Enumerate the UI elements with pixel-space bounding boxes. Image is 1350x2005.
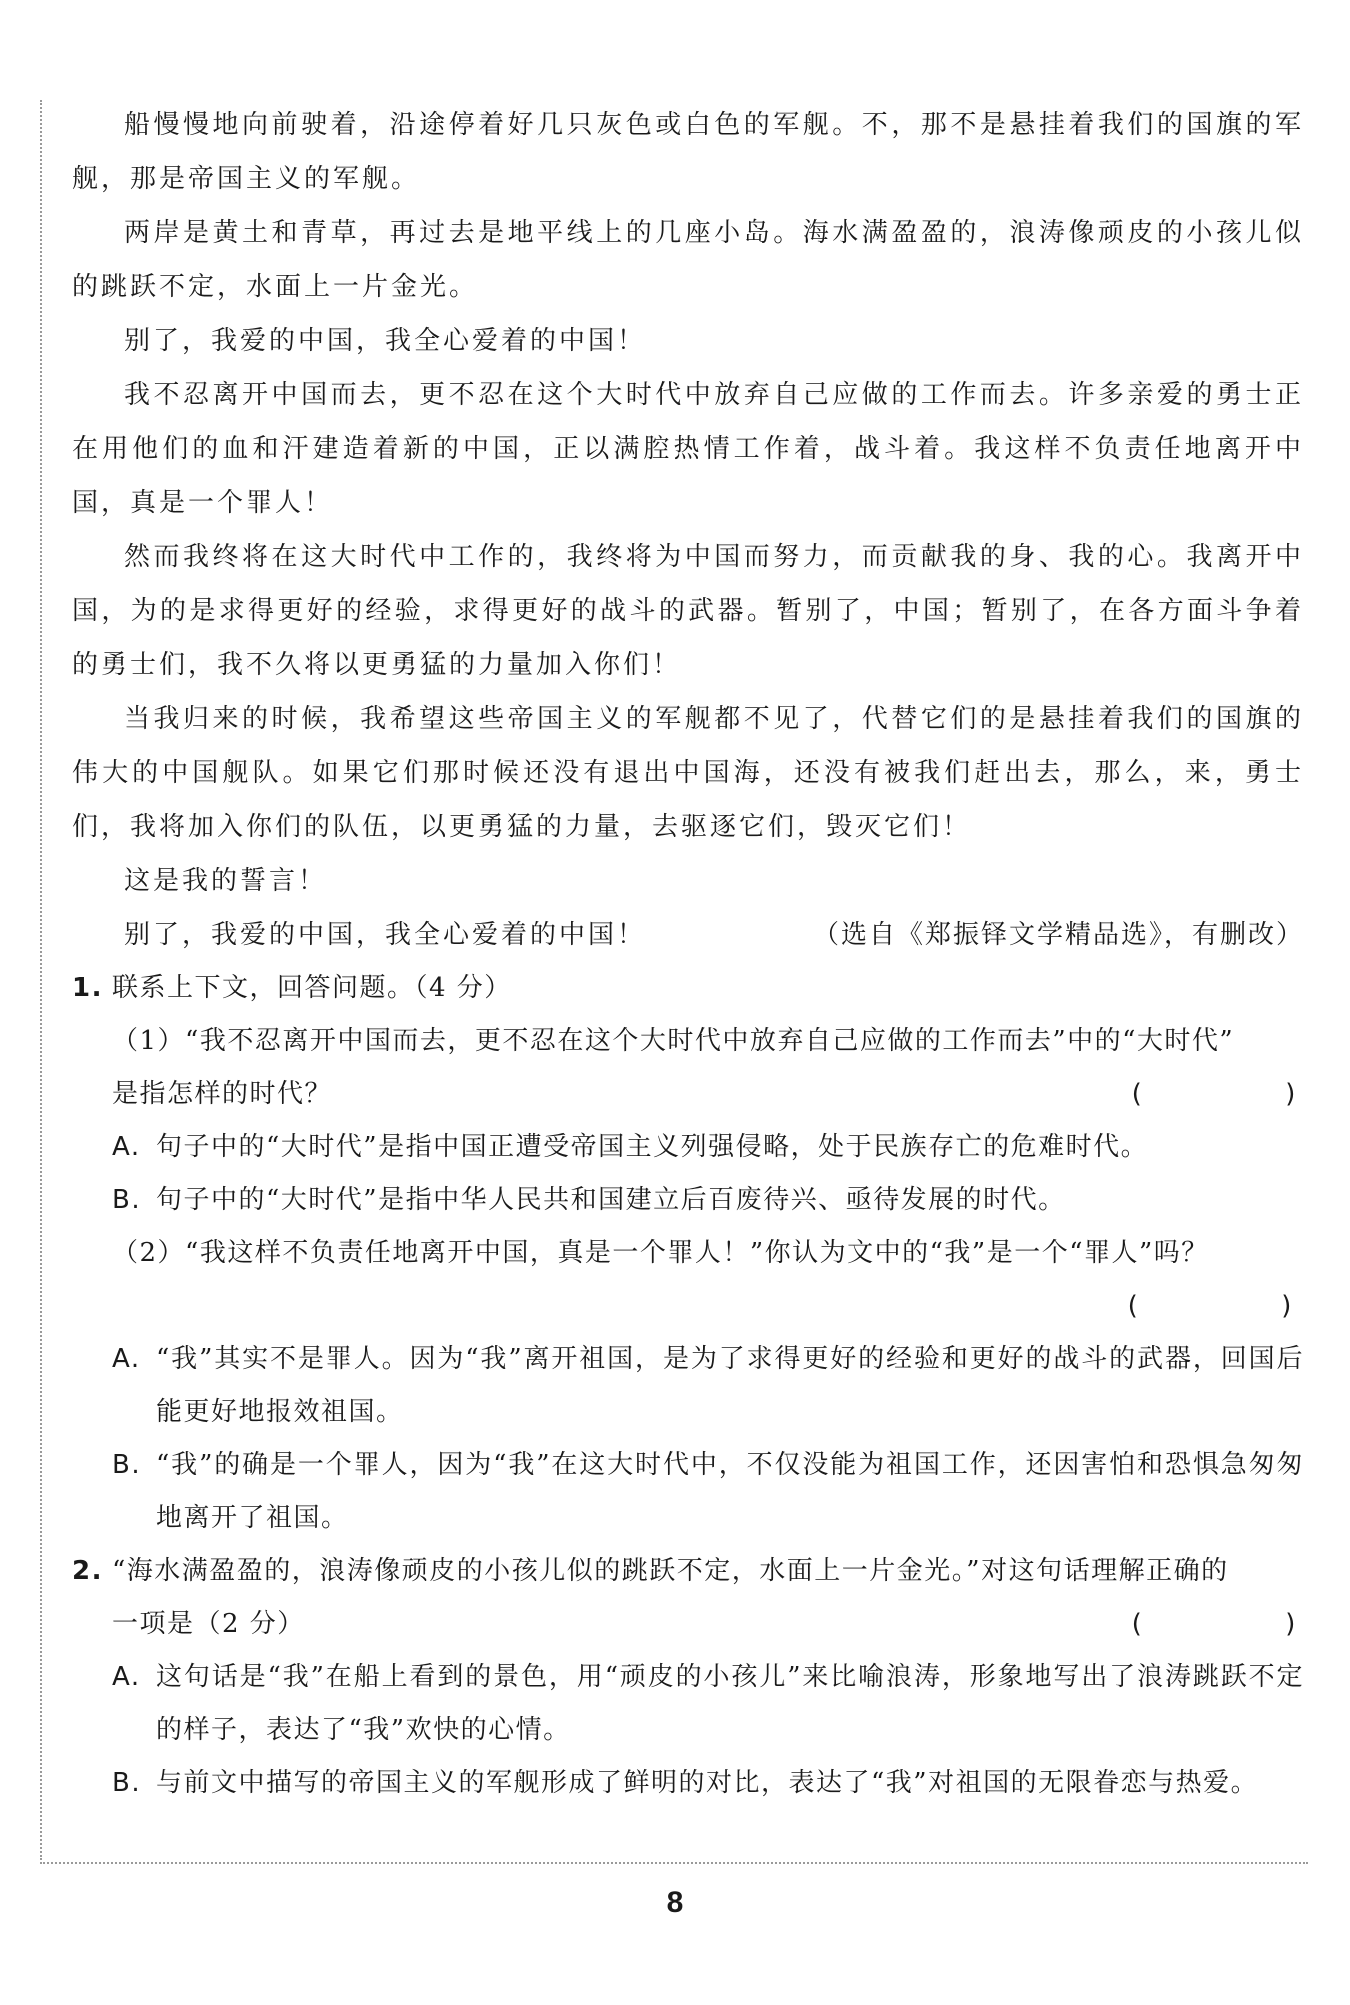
option-letter: B. xyxy=(112,1768,142,1798)
question-1-stem: 联系上下文，回答问题。（4 分） xyxy=(112,973,512,1003)
question-2-stem-end: 一项是（2 分） xyxy=(112,1609,305,1639)
question-1-1-answer-bracket[interactable]: ( ) xyxy=(1128,1079,1300,1109)
question-1-2-answer-bracket[interactable]: ( ) xyxy=(1124,1291,1296,1321)
bottom-margin-rule xyxy=(40,1862,1308,1864)
question-1-2-option-b[interactable] xyxy=(112,1439,1304,1545)
question-2-header xyxy=(72,1545,1304,1598)
option-text: “我”的确是一个罪人，因为“我”在这大时代中，不仅没能为祖国工作，还因害怕和恐惧急匆匆地离开了祖国。 xyxy=(156,1450,1304,1533)
page-number: 8 xyxy=(666,1886,684,1919)
passage-paragraph-4: 我不忍离开中国而去，更不忍在这个大时代中放弃自己应做的工作而去。许多亲爱的勇士正在用他们的血和汗建造着新的中国，正以满腔热情工作着，战斗着。我这样不负责任地离开中国，真是一个罪人！ xyxy=(72,380,1304,518)
question-1-2-option-a[interactable] xyxy=(112,1333,1304,1439)
question-2-option-a[interactable] xyxy=(112,1651,1304,1757)
question-1-sub-2 xyxy=(112,1227,1304,1333)
question-2 xyxy=(72,1545,1304,1810)
option-text: 与前文中描写的帝国主义的军舰形成了鲜明的对比，表达了“我”对祖国的无限眷恋与热爱。 xyxy=(156,1768,1259,1798)
question-2-stem: “海水满盈盈的，浪涛像顽皮的小孩儿似的跳跃不定，水面上一片金光。”对这句话理解正确的 xyxy=(112,1556,1229,1586)
option-letter: A. xyxy=(112,1662,141,1692)
question-1-sub-1 xyxy=(112,1015,1304,1121)
passage-paragraph-8: 别了，我爱的中国，我全心爱着的中国！ xyxy=(124,920,647,950)
passage-paragraph-3: 别了，我爱的中国，我全心爱着的中国！ xyxy=(124,326,647,356)
question-1 xyxy=(72,962,1304,1545)
passage-paragraph-6: 当我归来的时候，我希望这些帝国主义的军舰都不见了，代替它们的是悬挂着我们的国旗的伟大的中国舰队。如果它们那时候还没有退出中国海，还没有被我们赶出去，那么，来，勇士们，我将加入你们的队伍，以更勇猛的力量，去驱逐它们，毁灭它们！ xyxy=(72,704,1304,842)
passage-paragraph-2: 两岸是黄土和青草，再过去是地平线上的几座小岛。海水满盈盈的，浪涛像顽皮的小孩儿似的跳跃不定，水面上一片金光。 xyxy=(72,218,1304,302)
question-1-1-option-b[interactable] xyxy=(112,1174,1304,1227)
page-content xyxy=(72,98,1304,1810)
question-1-2-stem: （2）“我这样不负责任地离开中国，真是一个罪人！”你认为文中的“我”是一个“罪人”吗？ xyxy=(112,1238,1209,1268)
question-2-stem-end-row xyxy=(112,1598,1304,1651)
option-letter: A. xyxy=(112,1344,141,1374)
question-1-1-stem-end: 是指怎样的时代？ xyxy=(112,1079,333,1109)
option-letter: A. xyxy=(112,1132,141,1162)
question-2-answer-bracket[interactable]: ( ) xyxy=(1128,1609,1300,1639)
reading-passage xyxy=(72,98,1304,962)
question-1-2-answer-bracket-row xyxy=(112,1280,1300,1333)
passage-paragraph-8-row xyxy=(72,908,1304,962)
question-2-number: 2. xyxy=(72,1556,103,1586)
option-text: 这句话是“我”在船上看到的景色，用“顽皮的小孩儿”来比喻浪涛，形象地写出了浪涛跳跃不定的样子，表达了“我”欢快的心情。 xyxy=(156,1662,1304,1745)
option-text: 句子中的“大时代”是指中华人民共和国建立后百废待兴、亟待发展的时代。 xyxy=(156,1185,1066,1215)
passage-paragraph-5: 然而我终将在这大时代中工作的，我终将为中国而努力，而贡献我的身、我的心。我离开中国，为的是求得更好的经验，求得更好的战斗的武器。暂别了，中国；暂别了，在各方面斗争着的勇士们，我不久将以更勇猛的力量加入你们！ xyxy=(72,542,1304,680)
question-1-1-stem-end-row xyxy=(112,1068,1304,1121)
option-letter: B. xyxy=(112,1185,142,1215)
question-1-1-option-a[interactable] xyxy=(112,1121,1304,1174)
question-1-header xyxy=(72,962,1304,1015)
passage-source: （选自《郑振铎文学精品选》，有删改） xyxy=(812,920,1304,950)
option-text: 句子中的“大时代”是指中国正遭受帝国主义列强侵略，处于民族存亡的危难时代。 xyxy=(156,1132,1149,1162)
option-text: “我”其实不是罪人。因为“我”离开祖国，是为了求得更好的经验和更好的战斗的武器，回国后能更好地报效祖国。 xyxy=(156,1344,1304,1427)
question-1-1-stem: （1）“我不忍离开中国而去，更不忍在这个大时代中放弃自己应做的工作而去”中的“大时代” xyxy=(112,1026,1235,1056)
left-margin-rule xyxy=(40,100,43,1860)
question-1-number: 1. xyxy=(72,973,103,1003)
passage-paragraph-1: 船慢慢地向前驶着，沿途停着好几只灰色或白色的军舰。不，那不是悬挂着我们的国旗的军舰，那是帝国主义的军舰。 xyxy=(72,110,1304,194)
passage-paragraph-7: 这是我的誓言！ xyxy=(124,866,328,896)
question-2-option-b[interactable] xyxy=(112,1757,1304,1810)
option-letter: B. xyxy=(112,1450,142,1480)
